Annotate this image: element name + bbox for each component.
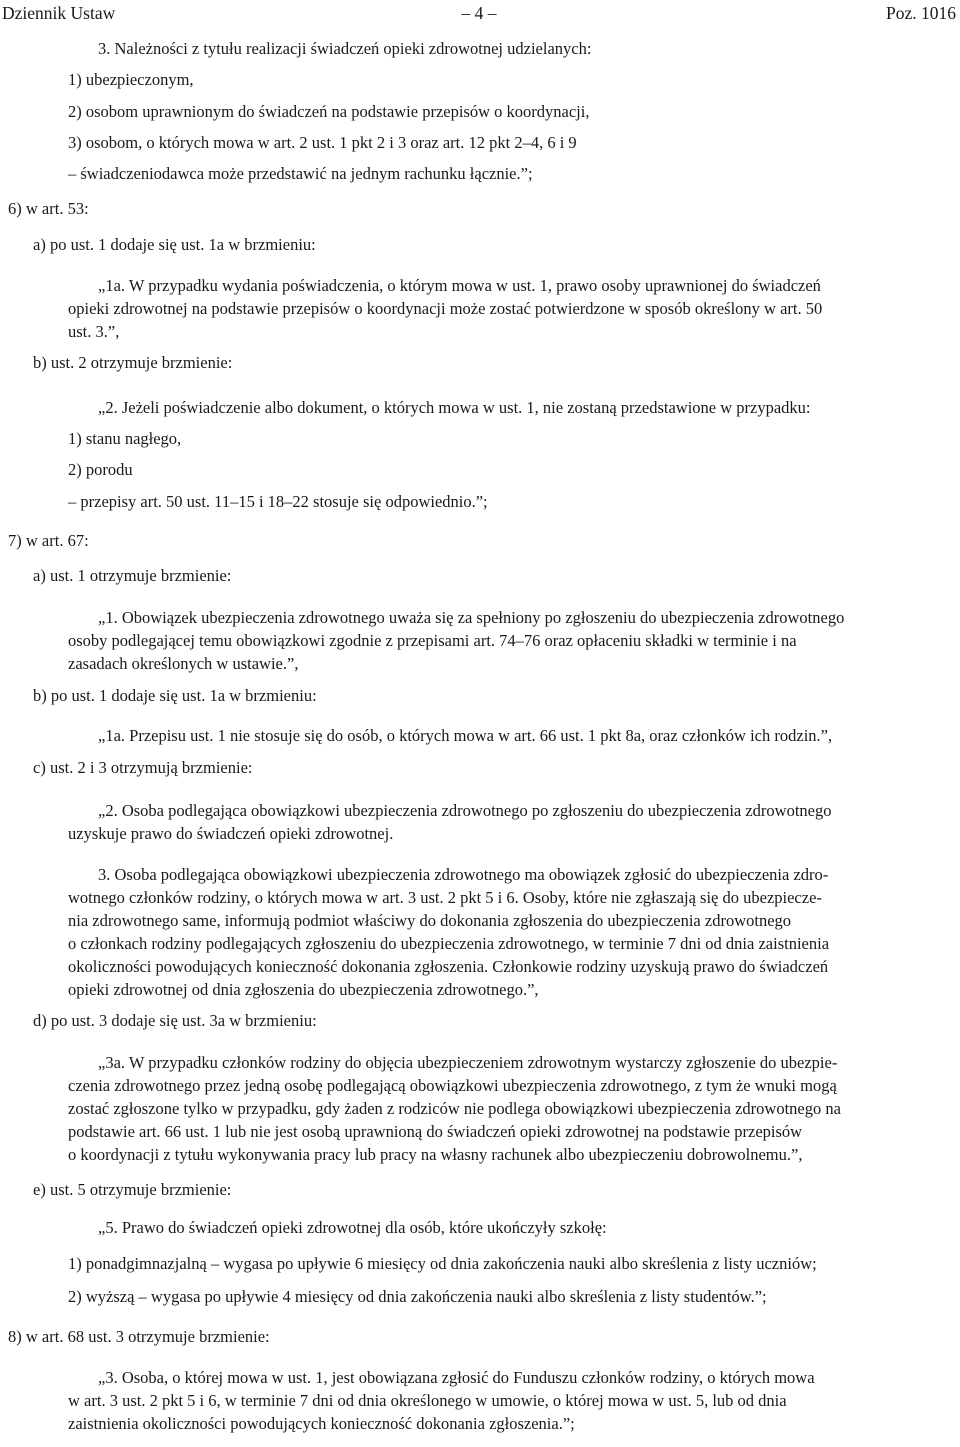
text-line: d) po ust. 3 dodaje się ust. 3a w brzmieniu: xyxy=(33,1011,317,1030)
text-line: „3. Osoba, o której mowa w ust. 1, jest obowiązana zgłosić do Funduszu członków rodziny, o których mowa xyxy=(98,1368,815,1387)
text-line: podstawie art. 66 ust. 1 lub nie jest osobą uprawnioną do świadczeń opieki zdrowotnej na podstawie przepisów xyxy=(68,1122,803,1141)
text-line: „3a. W przypadku członków rodziny do objęcia ubezpieczeniem zdrowotnym wystarczy zgłoszenie do ubezpie- xyxy=(98,1053,838,1072)
text-line: 1) ponadgimnazjalną – wygasa po upływie 6 miesięcy od dnia zakończenia nauki albo skreślenia z listy uczniów; xyxy=(68,1254,817,1273)
text-line: 2) porodu xyxy=(68,460,133,479)
text-line: zaistnienia okoliczności powodujących konieczność dokonania zgłoszenia.”; xyxy=(68,1414,575,1433)
page-header xyxy=(0,2,958,24)
text-line: o członkach rodziny podlegających zgłoszeniu do ubezpieczenia zdrowotnego, w terminie 7 dni od dnia zaistnienia xyxy=(68,934,830,953)
text-line: zasadach określonych w ustawie.”, xyxy=(68,654,299,673)
text-line: osoby podlegającej temu obowiązkowi zgodnie z przepisami art. 74–76 oraz opłaceniu składki w terminie i na xyxy=(68,631,797,650)
text-line: 6) w art. 53: xyxy=(8,199,89,218)
text-line: – przepisy art. 50 ust. 11–15 i 18–22 stosuje się odpowiednio.”; xyxy=(68,492,488,511)
text-line: opieki zdrowotnej na podstawie przepisów o koordynacji może zostać potwierdzone w sposób określony w art. 50 xyxy=(68,299,823,318)
text-line: opieki zdrowotnej od dnia zgłoszenia do ubezpieczenia zdrowotnego.”, xyxy=(68,980,539,999)
text-line: 8) w art. 68 ust. 3 otrzymuje brzmienie: xyxy=(8,1327,270,1346)
text-line: zostać zgłoszone tylko w przypadku, gdy żaden z rodziców nie podlega obowiązkowi ubezpieczenia zdrowotnego na xyxy=(68,1099,841,1118)
text-line: e) ust. 5 otrzymuje brzmienie: xyxy=(33,1180,232,1199)
text-line: uzyskuje prawo do świadczeń opieki zdrowotnej. xyxy=(68,824,394,843)
text-line: – świadczeniodawca może przedstawić na jednym rachunku łącznie.”; xyxy=(68,164,533,183)
text-line: „1. Obowiązek ubezpieczenia zdrowotnego uważa się za spełniony po zgłoszeniu do ubezpieczenia zdrowotnego xyxy=(98,608,845,627)
text-line: wotnego członków rodziny, o których mowa w art. 3 ust. 2 pkt 5 i 6. Osoby, które nie zgłaszają się do ubezpiecze- xyxy=(68,888,822,907)
text-line: a) ust. 1 otrzymuje brzmienie: xyxy=(33,566,232,585)
text-line: 7) w art. 67: xyxy=(8,531,89,550)
text-line: 1) stanu nagłego, xyxy=(68,429,182,448)
text-line: w art. 3 ust. 2 pkt 5 i 6, w terminie 7 dni od dnia określonego w umowie, o której mowa w ust. 5, lub od dnia xyxy=(68,1391,787,1410)
text-line: 3. Należności z tytułu realizacji świadczeń opieki zdrowotnej udzielanych: xyxy=(98,39,592,58)
text-line: 1) ubezpieczonym, xyxy=(68,70,194,89)
text-line: 3) osobom, o których mowa w art. 2 ust. 1 pkt 2 i 3 oraz art. 12 pkt 2–4, 6 i 9 xyxy=(68,133,577,152)
position-number: Poz. 1016 xyxy=(886,3,956,23)
text-line: 2) wyższą – wygasa po upływie 4 miesięcy od dnia zakończenia nauki albo skreślenia z listy studentów.”; xyxy=(68,1287,767,1306)
publication-title: Dziennik Ustaw xyxy=(2,3,116,23)
page-number: – 4 – xyxy=(461,3,497,23)
text-line: b) po ust. 1 dodaje się ust. 1a w brzmieniu: xyxy=(33,686,317,705)
text-line: b) ust. 2 otrzymuje brzmienie: xyxy=(33,353,233,372)
text-line: a) po ust. 1 dodaje się ust. 1a w brzmieniu: xyxy=(33,235,316,254)
text-line: ust. 3.”, xyxy=(68,322,120,341)
text-line: „1a. W przypadku wydania poświadczenia, o którym mowa w ust. 1, prawo osoby uprawnionej do świadczeń xyxy=(98,276,821,295)
text-line: okoliczności powodujących konieczność dokonania zgłoszenia. Członkowie rodziny uzyskują prawo do świadczeń xyxy=(68,957,829,976)
text-line: 2) osobom uprawnionym do świadczeń na podstawie przepisów o koordynacji, xyxy=(68,102,590,121)
text-line: „2. Osoba podlegająca obowiązkowi ubezpieczenia zdrowotnego po zgłoszeniu do ubezpieczenia zdrowotnego xyxy=(98,801,832,820)
text-line: nia zdrowotnego same, informują podmiot właściwy do dokonania zgłoszenia do ubezpieczenia zdrowotnego xyxy=(68,911,792,930)
text-line: czenia zdrowotnego przez jedną osobę podlegającą obowiązkowi ubezpieczenia zdrowotnego, z tym że wnuki mogą xyxy=(68,1076,837,1095)
text-line: „2. Jeżeli poświadczenie albo dokument, o których mowa w ust. 1, nie zostaną przedstawione w przypadku: xyxy=(98,398,811,417)
text-line: „5. Prawo do świadczeń opieki zdrowotnej dla osób, które ukończyły szkołę: xyxy=(98,1218,607,1237)
text-line: c) ust. 2 i 3 otrzymują brzmienie: xyxy=(33,758,253,777)
text-line: „1a. Przepisu ust. 1 nie stosuje się do osób, o których mowa w art. 66 ust. 1 pkt 8a, oraz członków ich rodzin.”, xyxy=(98,726,833,745)
text-line: o koordynacji z tytułu wykonywania pracy lub pracy na własny rachunek albo ubezpieczeniu dobrowolnemu.”, xyxy=(68,1145,803,1164)
text-line: 3. Osoba podlegająca obowiązkowi ubezpieczenia zdrowotnego ma obowiązek zgłosić do ubezpieczenia zdro- xyxy=(98,865,829,884)
